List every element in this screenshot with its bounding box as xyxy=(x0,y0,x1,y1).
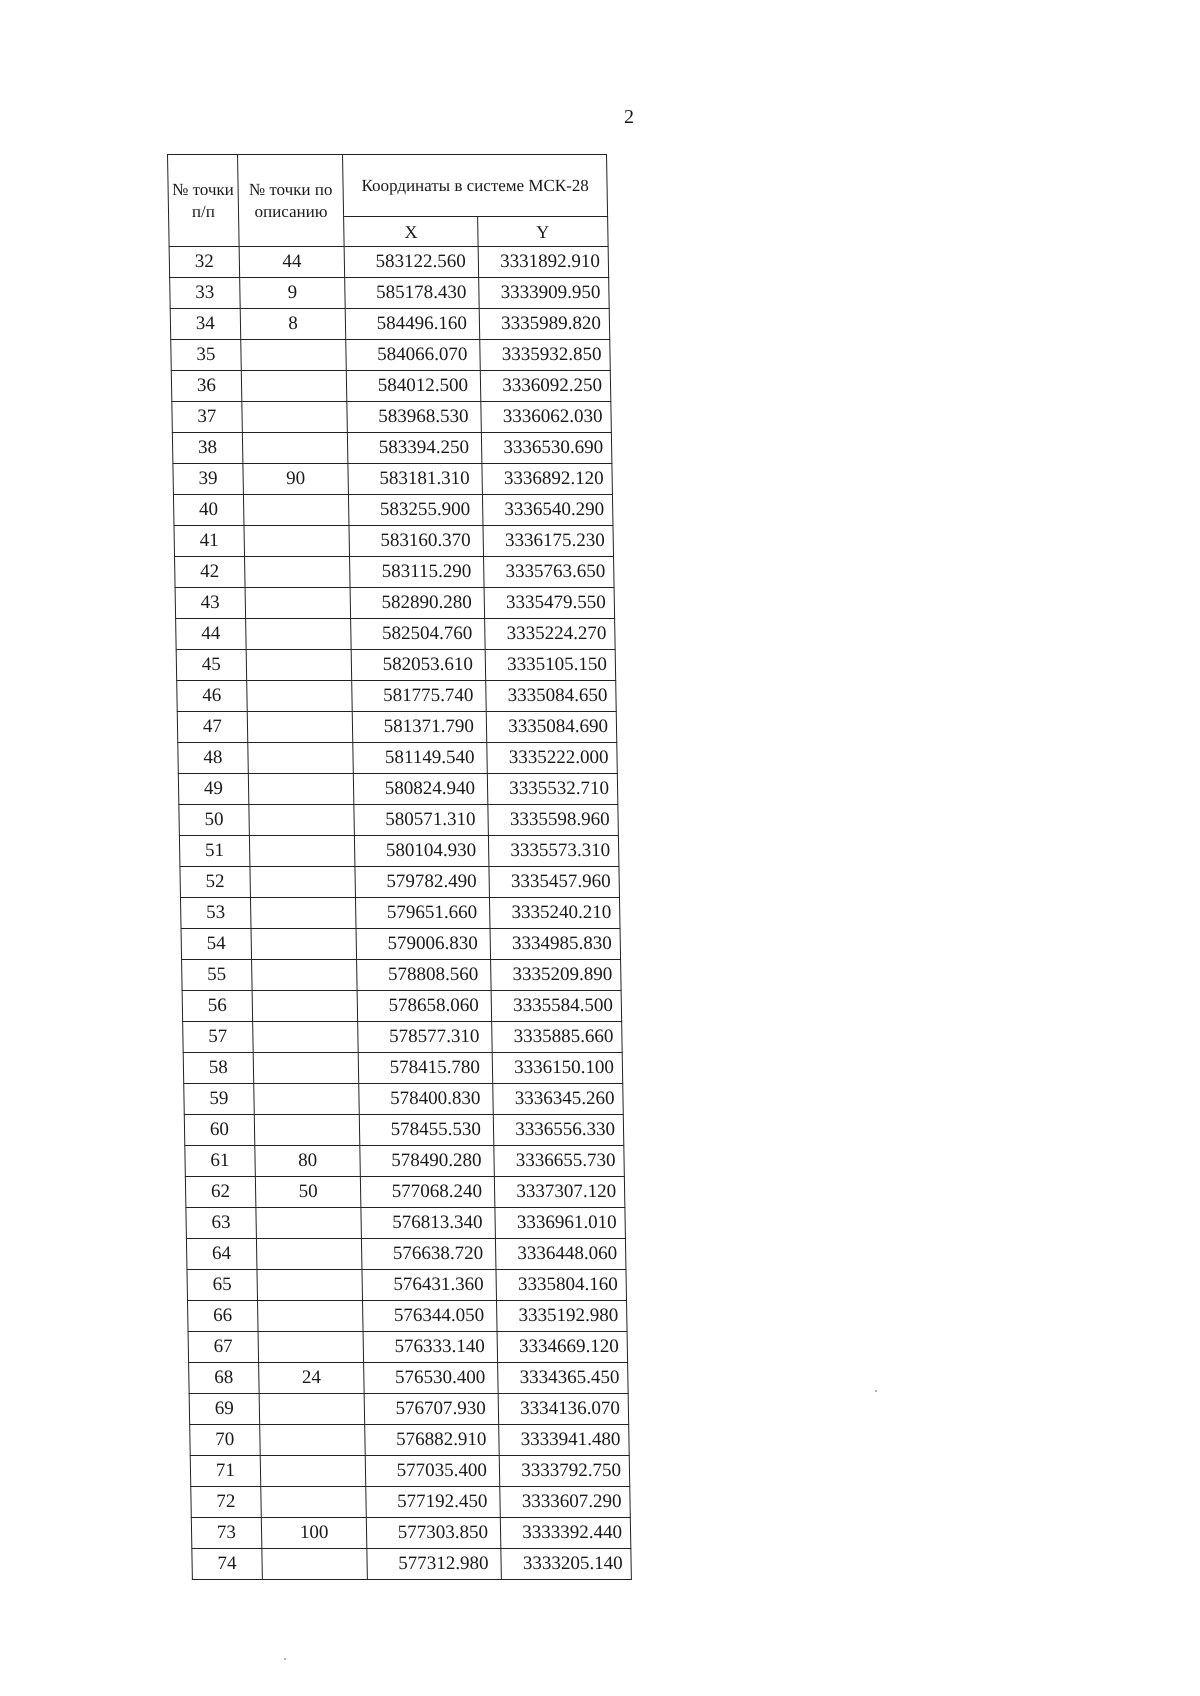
cell-coordinate-y: 3334669.120 xyxy=(497,1332,628,1363)
cell-point-number: 71 xyxy=(190,1456,260,1487)
cell-point-description-number xyxy=(245,619,351,650)
cell-point-number: 62 xyxy=(185,1177,255,1208)
cell-coordinate-y: 3335584.500 xyxy=(491,991,622,1022)
table-row xyxy=(174,526,614,557)
cell-point-description-number xyxy=(248,743,354,774)
cell-coordinate-x: 578577.310 xyxy=(358,1022,492,1053)
header-point-description-number: № точки по описанию xyxy=(237,155,344,247)
table-row xyxy=(188,1301,628,1332)
table-row xyxy=(169,247,609,278)
cell-point-description-number: 8 xyxy=(240,309,346,340)
cell-coordinate-y: 3336655.730 xyxy=(494,1146,625,1177)
cell-point-number: 63 xyxy=(186,1208,256,1239)
cell-point-description-number xyxy=(246,650,352,681)
cell-point-number: 34 xyxy=(170,309,240,340)
table-row xyxy=(177,681,617,712)
cell-coordinate-y: 3333792.750 xyxy=(499,1456,630,1487)
cell-coordinate-y: 3336448.060 xyxy=(495,1239,626,1270)
cell-point-description-number xyxy=(258,1332,364,1363)
table-row xyxy=(184,1115,624,1146)
cell-point-number: 44 xyxy=(176,619,246,650)
table-row xyxy=(172,402,612,433)
cell-coordinate-x: 582053.610 xyxy=(351,650,485,681)
cell-point-number: 56 xyxy=(182,991,252,1022)
cell-coordinate-x: 576530.400 xyxy=(364,1363,498,1394)
cell-point-number: 57 xyxy=(183,1022,253,1053)
table-row xyxy=(186,1208,626,1239)
table-header xyxy=(168,155,609,247)
table-row xyxy=(189,1363,629,1394)
cell-point-number: 65 xyxy=(187,1270,257,1301)
table-row xyxy=(185,1146,625,1177)
cell-point-number: 46 xyxy=(177,681,247,712)
cell-point-number: 32 xyxy=(169,247,239,278)
cell-coordinate-x: 584496.160 xyxy=(346,309,480,340)
cell-coordinate-x: 576344.050 xyxy=(363,1301,497,1332)
cell-coordinate-y: 3335084.690 xyxy=(486,712,617,743)
cell-coordinate-y: 3335479.550 xyxy=(484,588,615,619)
cell-point-number: 52 xyxy=(180,867,250,898)
cell-point-number: 36 xyxy=(171,371,241,402)
table-row xyxy=(182,960,622,991)
cell-coordinate-y: 3336892.120 xyxy=(482,464,613,495)
cell-point-number: 47 xyxy=(177,712,247,743)
cell-coordinate-x: 578490.280 xyxy=(360,1146,494,1177)
cell-coordinate-y: 3335192.980 xyxy=(496,1301,627,1332)
cell-point-number: 40 xyxy=(173,495,243,526)
cell-point-description-number xyxy=(260,1456,366,1487)
cell-point-number: 68 xyxy=(189,1363,259,1394)
cell-coordinate-y: 3336092.250 xyxy=(480,371,611,402)
cell-coordinate-x: 585178.430 xyxy=(345,278,479,309)
cell-point-description-number xyxy=(242,433,348,464)
cell-coordinate-x: 584066.070 xyxy=(346,340,480,371)
cell-coordinate-y: 3335532.710 xyxy=(487,774,618,805)
cell-coordinate-x: 583160.370 xyxy=(349,526,483,557)
cell-point-number: 48 xyxy=(178,743,248,774)
table-row xyxy=(172,433,612,464)
scan-speck xyxy=(284,1658,286,1660)
cell-point-number: 60 xyxy=(184,1115,254,1146)
cell-point-number: 38 xyxy=(172,433,242,464)
cell-coordinate-x: 577303.850 xyxy=(367,1518,501,1549)
cell-coordinate-y: 3336345.260 xyxy=(493,1084,624,1115)
cell-coordinate-y: 3334985.830 xyxy=(490,929,621,960)
table-row xyxy=(190,1456,630,1487)
cell-coordinate-y: 3336530.690 xyxy=(481,433,612,464)
cell-coordinate-x: 576333.140 xyxy=(363,1332,497,1363)
cell-coordinate-x: 578400.830 xyxy=(359,1084,493,1115)
cell-coordinate-x: 583394.250 xyxy=(348,433,482,464)
cell-point-number: 66 xyxy=(188,1301,258,1332)
table-row xyxy=(185,1177,625,1208)
cell-coordinate-y: 3335598.960 xyxy=(488,805,619,836)
cell-coordinate-x: 577035.400 xyxy=(366,1456,500,1487)
cell-coordinate-x: 583181.310 xyxy=(348,464,482,495)
cell-point-number: 49 xyxy=(178,774,248,805)
table-row xyxy=(176,650,616,681)
cell-coordinate-x: 577192.450 xyxy=(366,1487,500,1518)
cell-point-description-number xyxy=(252,1022,358,1053)
table-row xyxy=(192,1549,632,1580)
table-row xyxy=(173,464,613,495)
header-x: X xyxy=(344,217,478,247)
cell-coordinate-y: 3335763.650 xyxy=(483,557,614,588)
cell-coordinate-x: 576638.720 xyxy=(362,1239,496,1270)
cell-point-number: 33 xyxy=(170,278,240,309)
table-row xyxy=(190,1425,630,1456)
table-row xyxy=(180,898,620,929)
cell-point-number: 41 xyxy=(174,526,244,557)
cell-coordinate-x: 583115.290 xyxy=(350,557,484,588)
cell-point-description-number: 80 xyxy=(255,1146,361,1177)
cell-point-description-number xyxy=(259,1394,365,1425)
table-row xyxy=(173,495,613,526)
cell-point-description-number: 90 xyxy=(243,464,349,495)
cell-coordinate-y: 3335084.650 xyxy=(486,681,617,712)
cell-coordinate-y: 3333909.950 xyxy=(479,278,610,309)
header-point-number: № точки п/п xyxy=(168,155,239,247)
cell-point-number: 45 xyxy=(176,650,246,681)
cell-coordinate-x: 583122.560 xyxy=(344,247,478,278)
cell-coordinate-x: 582890.280 xyxy=(350,588,484,619)
cell-coordinate-y: 3336150.100 xyxy=(492,1053,623,1084)
cell-point-number: 55 xyxy=(182,960,252,991)
cell-point-description-number xyxy=(262,1549,368,1580)
cell-coordinate-y: 3335222.000 xyxy=(487,743,618,774)
cell-coordinate-x: 584012.500 xyxy=(347,371,481,402)
cell-coordinate-x: 577312.980 xyxy=(367,1549,501,1580)
cell-point-number: 64 xyxy=(186,1239,256,1270)
cell-point-description-number xyxy=(243,495,349,526)
cell-point-description-number xyxy=(245,588,351,619)
header-row xyxy=(168,155,608,217)
cell-coordinate-y: 3335105.150 xyxy=(485,650,616,681)
cell-coordinate-x: 576431.360 xyxy=(362,1270,496,1301)
cell-point-number: 54 xyxy=(181,929,251,960)
cell-point-description-number xyxy=(247,712,353,743)
cell-point-description-number: 44 xyxy=(239,247,345,278)
table-row xyxy=(180,867,620,898)
cell-point-description-number xyxy=(256,1239,362,1270)
cell-point-description-number xyxy=(248,774,354,805)
cell-point-description-number xyxy=(249,805,355,836)
cell-point-description-number xyxy=(246,681,352,712)
cell-point-description-number xyxy=(256,1208,362,1239)
table-row xyxy=(178,743,618,774)
table-body xyxy=(169,247,631,1580)
cell-point-number: 67 xyxy=(188,1332,258,1363)
cell-coordinate-x: 579782.490 xyxy=(355,867,489,898)
cell-point-number: 43 xyxy=(175,588,245,619)
cell-point-description-number xyxy=(240,340,346,371)
cell-coordinate-y: 3334136.070 xyxy=(498,1394,629,1425)
cell-coordinate-x: 580104.930 xyxy=(355,836,489,867)
table-row xyxy=(171,340,611,371)
cell-coordinate-x: 581775.740 xyxy=(352,681,486,712)
cell-point-description-number xyxy=(241,371,347,402)
cell-coordinate-y: 3334365.450 xyxy=(498,1363,629,1394)
cell-coordinate-x: 578415.780 xyxy=(358,1053,492,1084)
cell-coordinate-y: 3337307.120 xyxy=(494,1177,625,1208)
cell-coordinate-y: 3331892.910 xyxy=(478,247,609,278)
table-row xyxy=(182,991,622,1022)
cell-coordinate-y: 3335989.820 xyxy=(479,309,610,340)
cell-point-number: 69 xyxy=(189,1394,259,1425)
cell-point-number: 35 xyxy=(171,340,241,371)
cell-coordinate-x: 580824.940 xyxy=(354,774,488,805)
cell-point-description-number xyxy=(257,1301,363,1332)
cell-coordinate-x: 576882.910 xyxy=(365,1425,499,1456)
cell-coordinate-x: 582504.760 xyxy=(351,619,485,650)
cell-point-number: 58 xyxy=(183,1053,253,1084)
cell-point-number: 73 xyxy=(191,1518,261,1549)
cell-coordinate-x: 576707.930 xyxy=(364,1394,498,1425)
cell-coordinate-y: 3336175.230 xyxy=(483,526,614,557)
cell-coordinate-y: 3335573.310 xyxy=(488,836,619,867)
cell-point-description-number xyxy=(244,557,350,588)
table-row xyxy=(170,309,610,340)
cell-coordinate-y: 3333607.290 xyxy=(500,1487,631,1518)
cell-coordinate-x: 579006.830 xyxy=(356,929,490,960)
cell-point-description-number xyxy=(253,1084,359,1115)
cell-point-description-number xyxy=(253,1053,359,1084)
cell-point-number: 70 xyxy=(190,1425,260,1456)
table-row xyxy=(186,1239,626,1270)
cell-point-description-number xyxy=(257,1270,363,1301)
table-row xyxy=(179,836,619,867)
cell-point-description-number xyxy=(244,526,350,557)
cell-point-number: 61 xyxy=(185,1146,255,1177)
cell-coordinate-x: 583968.530 xyxy=(347,402,481,433)
table-row xyxy=(183,1022,623,1053)
cell-point-description-number xyxy=(249,836,355,867)
cell-point-description-number: 9 xyxy=(239,278,345,309)
cell-point-number: 72 xyxy=(191,1487,261,1518)
cell-point-description-number xyxy=(254,1115,360,1146)
table-row xyxy=(188,1332,628,1363)
cell-coordinate-y: 3336556.330 xyxy=(493,1115,624,1146)
table-row xyxy=(184,1084,624,1115)
table-row xyxy=(189,1394,629,1425)
table-row xyxy=(171,371,611,402)
cell-coordinate-y: 3336540.290 xyxy=(482,495,613,526)
table-row xyxy=(191,1518,631,1549)
table-row xyxy=(178,774,618,805)
cell-point-description-number xyxy=(251,929,357,960)
cell-coordinate-y: 3335224.270 xyxy=(485,619,616,650)
table-row xyxy=(177,712,617,743)
cell-coordinate-y: 3335932.850 xyxy=(480,340,611,371)
cell-coordinate-y: 3335804.160 xyxy=(496,1270,627,1301)
cell-point-description-number xyxy=(242,402,348,433)
cell-coordinate-y: 3335885.660 xyxy=(492,1022,623,1053)
header-coordinates: Координаты в системе МСК-28 xyxy=(343,155,608,217)
scan-speck xyxy=(875,1390,877,1392)
cell-point-number: 42 xyxy=(175,557,245,588)
cell-point-number: 37 xyxy=(172,402,242,433)
cell-point-description-number xyxy=(259,1425,365,1456)
cell-coordinate-x: 576813.340 xyxy=(361,1208,495,1239)
cell-coordinate-y: 3333392.440 xyxy=(500,1518,631,1549)
table-row xyxy=(181,929,621,960)
cell-coordinate-x: 579651.660 xyxy=(356,898,490,929)
cell-coordinate-x: 578808.560 xyxy=(357,960,491,991)
cell-point-description-number xyxy=(250,898,356,929)
cell-coordinate-y: 3336961.010 xyxy=(495,1208,626,1239)
cell-coordinate-x: 580571.310 xyxy=(354,805,488,836)
cell-coordinate-y: 3336062.030 xyxy=(481,402,612,433)
cell-point-description-number: 50 xyxy=(255,1177,361,1208)
cell-point-number: 59 xyxy=(184,1084,254,1115)
cell-point-description-number xyxy=(251,960,357,991)
cell-point-number: 50 xyxy=(179,805,249,836)
cell-coordinate-y: 3335457.960 xyxy=(489,867,620,898)
cell-point-number: 74 xyxy=(192,1549,262,1580)
cell-coordinate-y: 3333941.480 xyxy=(499,1425,630,1456)
cell-coordinate-x: 581371.790 xyxy=(353,712,487,743)
table-row xyxy=(179,805,619,836)
cell-point-description-number xyxy=(252,991,358,1022)
cell-coordinate-y: 3335209.890 xyxy=(490,960,621,991)
table-row xyxy=(183,1053,623,1084)
cell-coordinate-x: 577068.240 xyxy=(361,1177,495,1208)
coordinates-table xyxy=(167,154,632,1580)
table-row xyxy=(176,619,616,650)
cell-point-number: 51 xyxy=(179,836,249,867)
table-row xyxy=(175,588,615,619)
cell-point-number: 39 xyxy=(173,464,243,495)
cell-point-description-number xyxy=(261,1487,367,1518)
cell-point-description-number xyxy=(250,867,356,898)
header-y: Y xyxy=(478,217,609,247)
cell-coordinate-x: 578658.060 xyxy=(357,991,491,1022)
table-row xyxy=(191,1487,631,1518)
cell-coordinate-x: 583255.900 xyxy=(349,495,483,526)
cell-point-number: 53 xyxy=(180,898,250,929)
cell-coordinate-y: 3335240.210 xyxy=(489,898,620,929)
cell-coordinate-x: 581149.540 xyxy=(353,743,487,774)
cell-point-description-number: 100 xyxy=(261,1518,367,1549)
table-row xyxy=(187,1270,627,1301)
cell-point-description-number: 24 xyxy=(258,1363,364,1394)
cell-coordinate-y: 3333205.140 xyxy=(501,1549,632,1580)
table-row xyxy=(170,278,610,309)
table-row xyxy=(175,557,615,588)
page-number: 2 xyxy=(624,106,634,128)
cell-coordinate-x: 578455.530 xyxy=(360,1115,494,1146)
